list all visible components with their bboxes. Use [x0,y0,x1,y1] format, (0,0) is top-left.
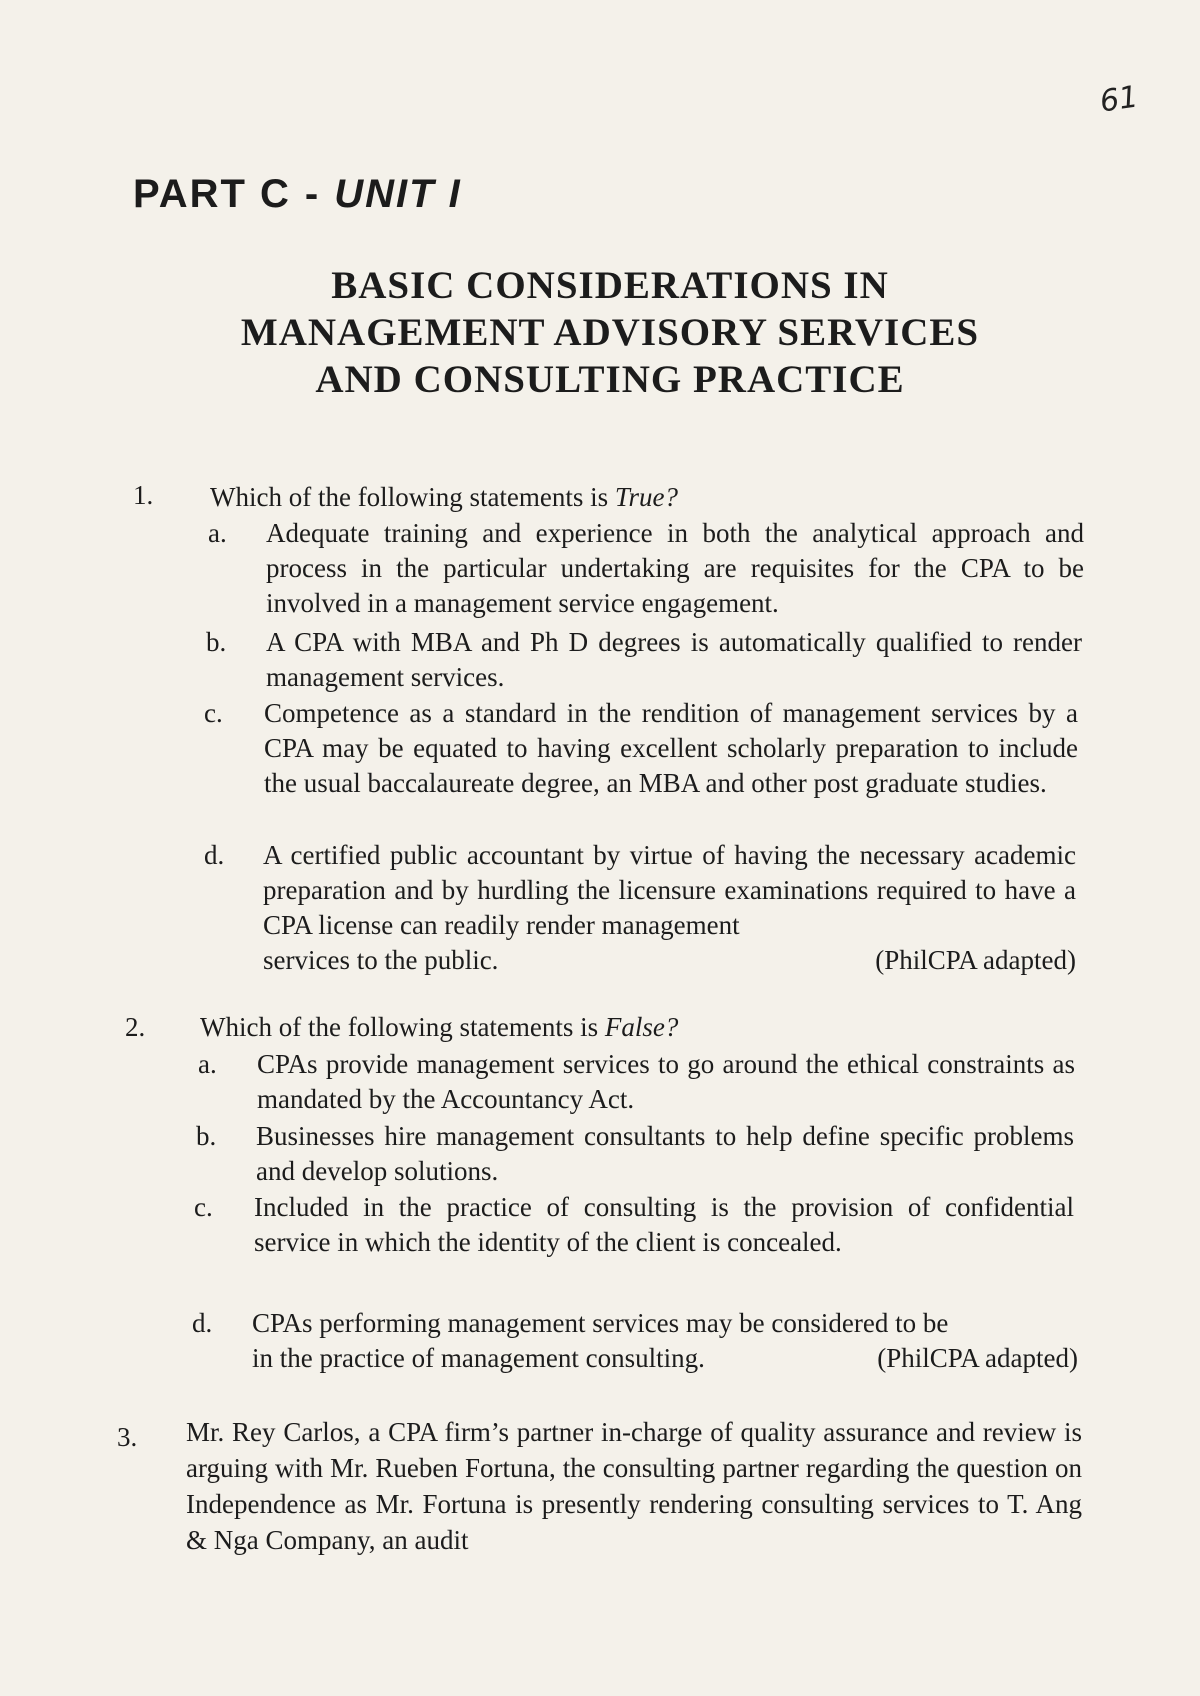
part-dash: - [304,172,321,216]
question-number: 1. [133,480,154,510]
title-line: AND CONSULTING PRACTICE [315,358,905,401]
stem-emphasis: True? [614,482,678,512]
option-letter: b. [206,627,227,657]
source-citation: (PhilCPA adapted) [875,945,1076,975]
question-stem [210,480,678,515]
option-text: Businesses hire management consultants to help define specific problems and develop solutions. [256,1121,1074,1186]
option-letter: c. [194,1192,213,1222]
stem-text: Which of the following statements is [210,482,615,512]
option-text-body: A certified public accountant by virtue of having the necessary academic preparation and by hurdling the licensure examinations required to have a CPA license can readily render management [263,840,1076,940]
option-last-line [252,1341,1078,1376]
question-number: 2. [125,1012,146,1042]
option-letter: b. [196,1121,217,1151]
option-letter: d. [192,1308,213,1338]
option-letter: a. [208,518,227,548]
option-text: A CPA with MBA and Ph D degrees is automatically qualified to render management services. [266,627,1082,692]
part-heading [133,172,462,217]
stem-text: Which of the following statements is [200,1012,605,1042]
unit-title [180,262,1040,403]
page-number: 61 [1097,79,1141,120]
question-stem [200,1010,678,1045]
option-text: Included in the practice of consulting is the provision of confidential service in which the identity of the client is concealed. [254,1192,1074,1257]
option-letter: d. [204,840,225,870]
option-text: Competence as a standard in the rendition of management services by a CPA may be equated to having excellent scholarly preparation to include the usual baccalaureate degree, an MBA and other post graduate studies. [264,698,1078,798]
unit-label: UNIT I [334,172,462,216]
source-citation: (PhilCPA adapted) [877,1343,1078,1373]
stem-emphasis: False? [604,1012,679,1042]
option-text-end: in the practice of management consulting. [252,1343,705,1373]
option-text [252,1306,1078,1376]
option-text: CPAs provide management services to go around the ethical constraints as mandated by the Accountancy Act. [257,1049,1075,1114]
option-letter: a. [198,1049,217,1079]
option-text-body: CPAs performing management services may be considered to be [252,1308,949,1338]
part-label: PART C [133,172,291,216]
option-last-line [263,943,1076,978]
option-text-end: services to the public. [263,945,499,975]
title-line: MANAGEMENT ADVISORY SERVICES [240,311,980,354]
question-number: 3. [117,1422,138,1452]
option-text: Adequate training and experience in both the analytical approach and process in the particular undertaking are requisites for the CPA to be involved in a management service engagement. [266,518,1084,618]
title-line: BASIC CONSIDERATIONS IN [331,264,889,307]
question-text: Mr. Rey Carlos, a CPA firm’s partner in-charge of quality assurance and review is arguing with Mr. Rueben Fortuna, the consulting partner regarding the question on Independence as Mr. Fortuna is presently rendering consulting services to T. Ang & Nga Company, an audit [186,1417,1082,1555]
option-text [263,838,1076,978]
option-letter: c. [204,698,223,728]
